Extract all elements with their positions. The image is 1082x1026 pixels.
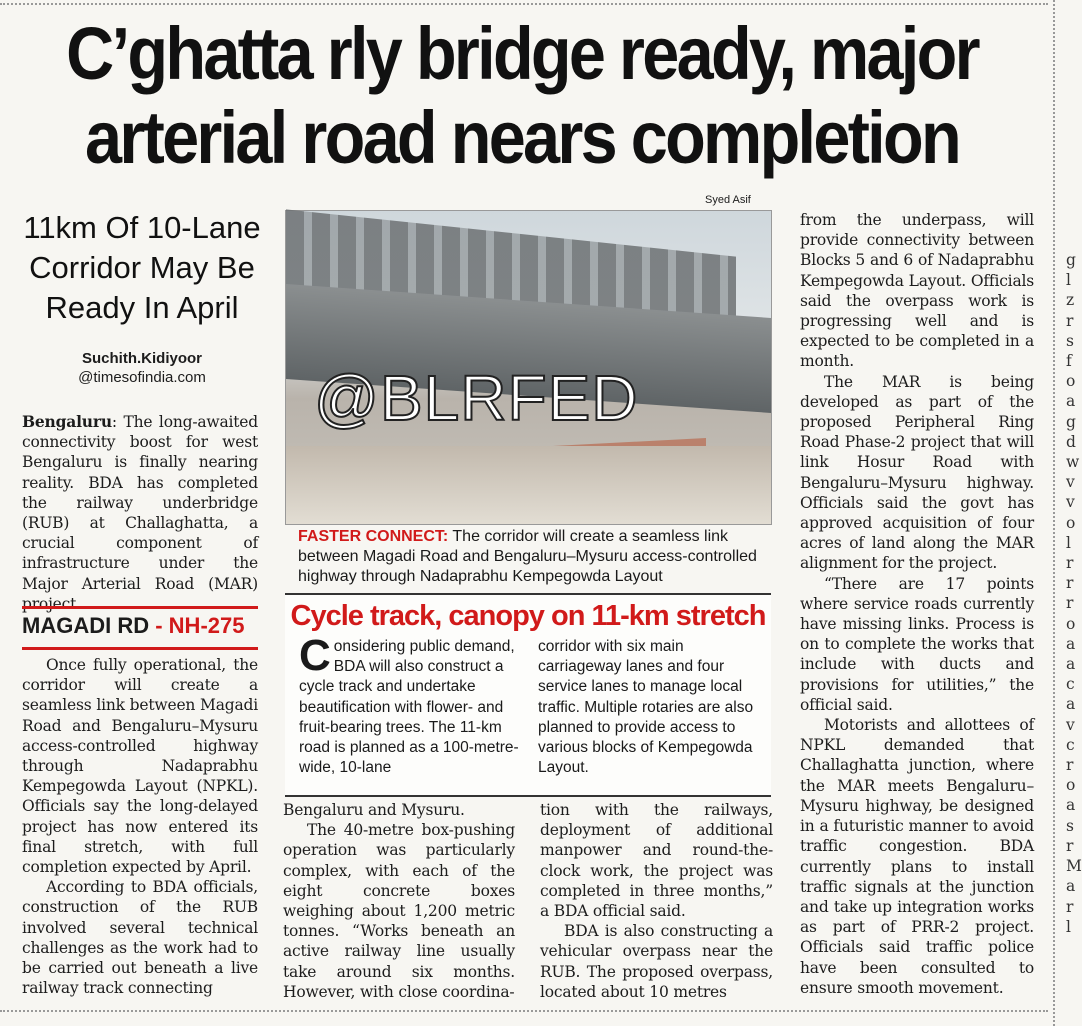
drop-cap: C bbox=[299, 631, 331, 680]
photo-credit: Syed Asif bbox=[705, 194, 751, 206]
article-column-3 bbox=[540, 800, 773, 1002]
paragraph: Bengaluru and Mysuru. bbox=[283, 801, 465, 819]
photo-ground bbox=[286, 446, 771, 524]
top-rule bbox=[0, 3, 1048, 5]
photo-caption bbox=[298, 527, 774, 587]
sidebar-box bbox=[285, 593, 771, 797]
article-column-2 bbox=[283, 800, 515, 1002]
paragraph: “There are 17 points where service roads currently have missing links. Process is on to complete the works that include with ducts and provisions for utilities,” the official said. bbox=[800, 574, 1034, 714]
paragraph: : The long-awaited connectivity boost for west Bengaluru is finally nearing reality. BDA has completed the railway underbridge (RUB) at Challaghatta, a crucial component of infrastructure under the Major Arterial Road (MAR) project. bbox=[22, 413, 258, 613]
author-handle: @timesofindia.com bbox=[78, 369, 206, 386]
adjacent-article-fragment: g l z r s f o a g d w v v o l r r r o a a c a v c r o a s r M a r l bbox=[1066, 251, 1082, 936]
headline bbox=[18, 12, 1026, 180]
paragraph: According to BDA officials, construction of the RUB involved several technical challenges as the work had to be carried out beneath a live railway track connecting bbox=[22, 878, 258, 998]
box-column-right bbox=[538, 637, 762, 778]
article-column-1a bbox=[22, 412, 258, 614]
location-tag bbox=[22, 606, 258, 650]
news-photo bbox=[285, 210, 772, 525]
watermark: @BLRFED bbox=[314, 362, 639, 434]
column-rule bbox=[1053, 0, 1055, 1026]
subheadline: 11km Of 10-Lane Corridor May Be Ready In April bbox=[23, 210, 261, 325]
paragraph: from the underpass, will provide connectivity between Blocks 5 and 6 of Nadaprabhu Kempegowda Layout. Officials said the overpass work is progressing well and is expected to be completed in a month. bbox=[800, 211, 1034, 371]
tag-highway: - NH-275 bbox=[155, 613, 245, 638]
box-text: onsidering public demand, BDA will also construct a cycle track and undertake beautification with flower- and fruit-bearing trees. The 11-km road is planned as a 100-metre-wide, 10-lane bbox=[299, 638, 519, 777]
article-column-1b bbox=[22, 655, 258, 998]
headline-line-1: C’ghatta rly bridge ready, major bbox=[66, 12, 978, 95]
headline-line-2: arterial road nears completion bbox=[85, 96, 959, 179]
paragraph: Motorists and allottees of NPKL demanded that Challaghatta junction, where the MAR meets Bengaluru–Mysuru highway, be designed in a futuristic manner to avoid traffic congestion. BDA currently plans to install traffic signals at the junction and take up integration works as part of PRR-2 project. Officials said traffic police have been consulted to ensure smooth movement. bbox=[800, 716, 1034, 997]
byline bbox=[20, 350, 264, 386]
box-column-left bbox=[299, 631, 523, 778]
paragraph: tion with the railways, deployment of additional manpower and round-the-clock work, the project was completed in three months,” a BDA official said. bbox=[540, 801, 773, 921]
bottom-rule bbox=[0, 1010, 1048, 1012]
caption-lead: FASTER CONNECT: bbox=[298, 528, 449, 545]
tag-road: MAGADI RD bbox=[22, 613, 150, 638]
author-name: Suchith.Kidiyoor bbox=[82, 350, 202, 367]
dateline: Bengaluru bbox=[22, 412, 112, 431]
article-column-4 bbox=[800, 210, 1034, 998]
box-title: Cycle track, canopy on 11-km stretch bbox=[290, 600, 766, 632]
paragraph: The 40-metre box-pushing operation was particularly complex, with each of the eight concrete boxes weighing about 1,200 metric tonnes. “Works beneath an active railway line usually take around six months. However, with close coordina- bbox=[283, 821, 515, 1001]
paragraph: Once fully operational, the corridor will create a seamless link between Magadi Road and Bengaluru–Mysuru access-controlled highway through Nadaprabhu Kempegowda Layout (NPKL). Officials say the long-delayed project has now entered its final stretch, with full completion expected by April. bbox=[22, 656, 258, 877]
paragraph: BDA is also constructing a vehicular overpass near the RUB. The proposed overpass, located about 10 metres bbox=[540, 922, 773, 1001]
paragraph: The MAR is being developed as part of the proposed Peripheral Ring Road Phase-2 project that will link Hosur Road with Bengaluru–Mysuru highway. Officials said the govt has approved acquisition of four acres of land along the MAR alignment for the project. bbox=[800, 372, 1034, 573]
caption-text: The corridor will create a seamless link between Magadi Road and Bengaluru–Mysuru access-controlled highway through Nadaprabhu Kempegowda Layout bbox=[298, 528, 757, 585]
box-text: corridor with six main carriageway lanes and four service lanes to manage local traffic. Multiple rotaries are also planned to provide access to various blocks of Kempegowda Layout. bbox=[538, 638, 754, 777]
